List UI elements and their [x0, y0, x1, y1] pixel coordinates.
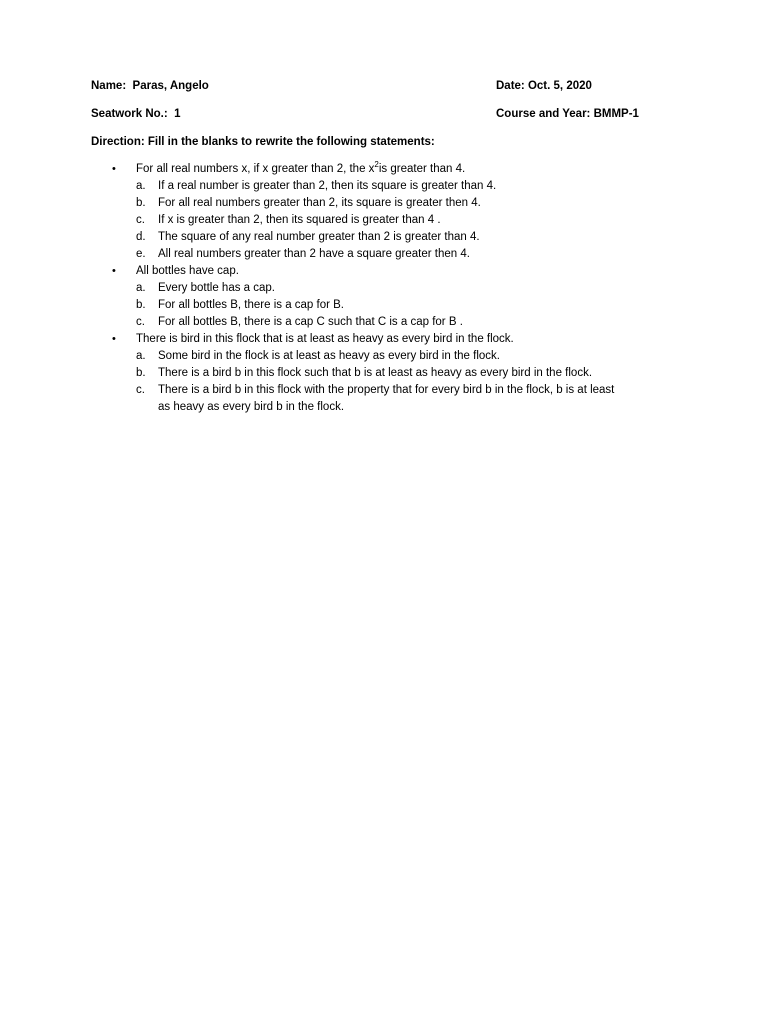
- bullet-icon: •: [112, 265, 116, 277]
- sub-item-letter: a.: [136, 180, 146, 192]
- sub-item-text: There is a bird b in this flock such that b is at least as heavy as every bird in the flock.: [158, 367, 593, 379]
- sub-item-text: There is a bird b in this flock with the property that for every bird b in the flock, b is at least: [158, 384, 615, 396]
- date-label: Date:: [496, 80, 525, 92]
- bullet-icon: •: [112, 163, 116, 175]
- sub-item-letter: c.: [136, 316, 145, 328]
- direction-text: Direction: Fill in the blanks to rewrite the following statements:: [91, 136, 435, 148]
- sub-item-letter: a.: [136, 350, 146, 362]
- seatwork-label: Seatwork No.:: [91, 108, 168, 120]
- sub-item-letter: c.: [136, 214, 145, 226]
- sub-item-text: Every bottle has a cap.: [158, 282, 275, 294]
- sub-item-letter: b.: [136, 197, 146, 209]
- sub-item-letter: e.: [136, 248, 146, 260]
- sub-item: [0, 195, 768, 212]
- statement-text-part: For all real numbers x, if x greater than 2, the x: [136, 163, 375, 175]
- date-value: Oct. 5, 2020: [527, 80, 592, 92]
- sub-item-text: If a real number is greater than 2, then its square is greater than 4.: [158, 180, 497, 192]
- sub-item: [0, 314, 768, 331]
- course-field: [496, 106, 639, 122]
- sub-item-text: All real numbers greater than 2 have a square greater then 4.: [158, 248, 470, 260]
- sub-item-text: Some bird in the flock is at least as heavy as every bird in the flock.: [158, 350, 500, 362]
- name-value: Paras, Angelo: [132, 80, 209, 92]
- course-value: BMMP-1: [593, 108, 639, 120]
- statement-text: There is bird in this flock that is at least as heavy as every bird in the flock.: [136, 333, 514, 345]
- statement-text: All bottles have cap.: [136, 265, 239, 277]
- sub-item: [0, 365, 768, 382]
- sub-item: [0, 212, 768, 229]
- name-label: Name:: [91, 80, 127, 92]
- sub-item-letter: c.: [136, 384, 145, 396]
- list-item: [0, 263, 768, 280]
- seatwork-value: 1: [174, 108, 181, 120]
- sub-item-text: For all bottles B, there is a cap C such that C is a cap for B .: [158, 316, 463, 328]
- course-label: Course and Year:: [496, 108, 591, 120]
- sub-item-letter: a.: [136, 282, 146, 294]
- sub-item-letter: d.: [136, 231, 146, 243]
- sub-item: [0, 297, 768, 314]
- sub-item: [0, 178, 768, 195]
- sub-item-text: The square of any real number greater than 2 is greater than 4.: [158, 231, 480, 243]
- list-item: [0, 331, 768, 348]
- header-row-2: [91, 106, 698, 122]
- sub-item: [0, 246, 768, 263]
- sub-item-text: For all bottles B, there is a cap for B.: [158, 299, 344, 311]
- sub-item: [0, 348, 768, 365]
- date-field: [496, 78, 592, 94]
- sub-item: [0, 280, 768, 297]
- sub-item-text: For all real numbers greater than 2, its square is greater then 4.: [158, 197, 481, 209]
- name-field: [91, 78, 209, 94]
- sub-item-text: as heavy as every bird b in the flock.: [158, 401, 345, 413]
- list-item: [0, 161, 768, 178]
- statement-text: [136, 161, 465, 178]
- statement-list: [0, 161, 768, 416]
- sub-item: [0, 382, 768, 399]
- sub-item: [0, 229, 768, 246]
- sub-item-text: If x is greater than 2, then its squared is greater than 4 .: [158, 214, 441, 226]
- sub-item-continuation: [0, 399, 768, 416]
- header-row-1: [91, 78, 698, 94]
- sub-item-letter: b.: [136, 367, 146, 379]
- sub-item-letter: b.: [136, 299, 146, 311]
- superscript: 2: [374, 160, 379, 170]
- bullet-icon: •: [112, 333, 116, 345]
- statement-text-part: is greater than 4.: [378, 163, 466, 175]
- seatwork-field: [91, 106, 180, 122]
